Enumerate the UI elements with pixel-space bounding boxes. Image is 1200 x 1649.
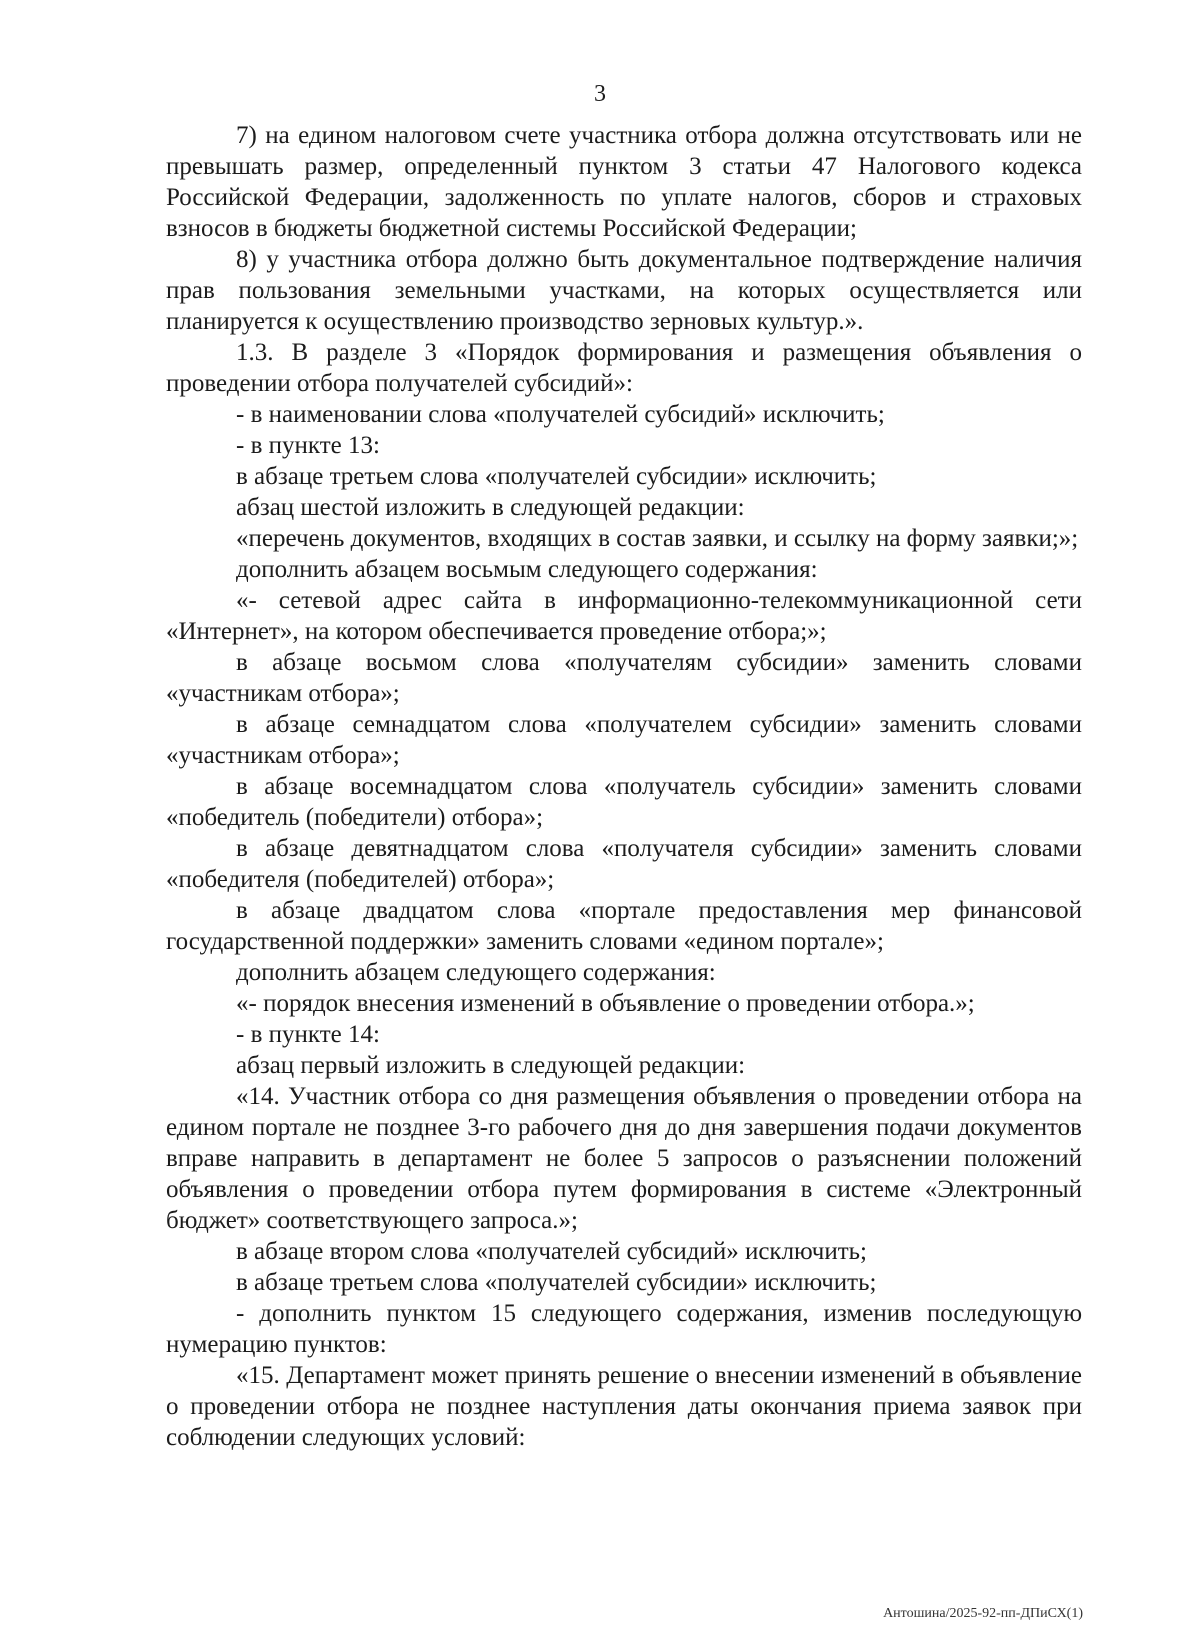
paragraph: в абзаце семнадцатом слова «получателем субсидии» заменить словами «участникам отбора»; (166, 711, 1082, 769)
paragraph: - в наименовании слова «получателей субсидий» исключить; (236, 401, 885, 428)
paragraph: в абзаце восемнадцатом слова «получатель субсидии» заменить словами «победитель (победители) отбора»; (166, 773, 1082, 831)
paragraph: - дополнить пунктом 15 следующего содержания, изменив последующую нумерацию пунктов: (166, 1300, 1082, 1358)
paragraph: дополнить абзацем следующего содержания: (236, 959, 716, 986)
paragraph: в абзаце третьем слова «получателей субсидии» исключить; (236, 1269, 877, 1296)
paragraph: в абзаце восьмом слова «получателям субсидии» заменить словами «участникам отбора»; (166, 649, 1082, 707)
paragraph: в абзаце девятнадцатом слова «получателя субсидии» заменить словами «победителя (победителей) отбора»; (166, 835, 1082, 893)
paragraph: в абзаце втором слова «получателей субсидий» исключить; (236, 1238, 868, 1265)
paragraph: абзац шестой изложить в следующей редакции: (236, 494, 745, 521)
page-number: 3 (594, 81, 606, 107)
paragraph: «15. Департамент может принять решение о внесении изменений в объявление о проведении отбора не позднее наступления даты окончания приема заявок при соблюдении следующих условий: (166, 1362, 1082, 1451)
paragraph: 8) у участника отбора должно быть документальное подтверждение наличия прав пользования земельными участками, на которых осуществляется или планируется к осуществлению производство зерновых культур.». (166, 246, 1082, 335)
paragraph: «14. Участник отбора со дня размещения объявления о проведении отбора на едином портале не позднее 3-го рабочего дня до дня завершения подачи документов вправе направить в департамент не более 5 запросов о разъяснении положений объявления о проведении отбора путем формирования в системе «Электронный бюджет» соответствующего запроса.»; (166, 1083, 1082, 1234)
paragraph: в абзаце третьем слова «получателей субсидии» исключить; (236, 463, 877, 490)
paragraph: 7) на едином налоговом счете участника отбора должна отсутствовать или не превышать размер, определенный пунктом 3 статьи 47 Налогового кодекса Российской Федерации, задолженность по уплате налогов, сборов и страховых взносов в бюджеты бюджетной системы Российской Федерации; (166, 122, 1082, 242)
paragraph: - в пункте 14: (236, 1021, 380, 1048)
paragraph: «перечень документов, входящих в состав заявки, и ссылку на форму заявки;»; (236, 525, 1079, 552)
paragraph: дополнить абзацем восьмым следующего содержания: (236, 556, 818, 583)
paragraph: «- сетевой адрес сайта в информационно-телекоммуникационной сети «Интернет», на котором обеспечивается проведение отбора;»; (166, 587, 1082, 645)
paragraph: абзац первый изложить в следующей редакции: (236, 1052, 746, 1079)
document-body (166, 120, 1082, 1453)
paragraph: 1.3. В разделе 3 «Порядок формирования и размещения объявления о проведении отбора получателей субсидий»: (166, 339, 1082, 397)
paragraph: - в пункте 13: (236, 432, 380, 459)
paragraph: «- порядок внесения изменений в объявление о проведении отбора.»; (236, 990, 975, 1017)
document-footer-code: Антошина/2025-92-пп-ДПиСХ(1) (883, 1606, 1083, 1621)
paragraph: в абзаце двадцатом слова «портале предоставления мер финансовой государственной поддержки» заменить словами «едином портале»; (166, 897, 1082, 955)
